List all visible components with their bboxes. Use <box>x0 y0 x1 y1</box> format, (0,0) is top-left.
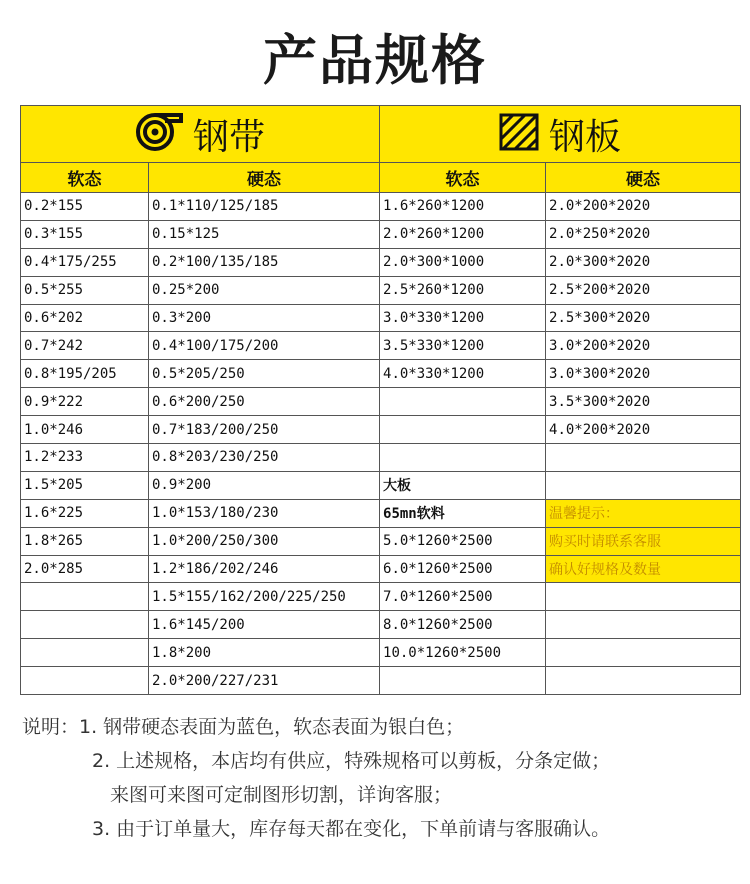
strip-title: 钢带 <box>193 116 266 158</box>
spec-table <box>20 105 741 695</box>
strip-soft-cell: 0.7*242 <box>21 332 149 360</box>
strip-hard-cell: 0.4*100/175/200 <box>149 332 380 360</box>
strip-hard-cell: 1.2*186/202/246 <box>149 555 380 583</box>
table-row <box>21 555 741 583</box>
strip-hard-header: 硬态 <box>149 163 380 193</box>
note-line: 2. 上述规格，本店均有供应，特殊规格可以剪板，分条定做； <box>92 750 611 772</box>
plate-title: 钢板 <box>549 116 622 158</box>
plate-soft-cell: 10.0*1260*2500 <box>380 639 546 667</box>
plate-hard-cell: 温馨提示： <box>546 499 741 527</box>
plate-hard-cell <box>546 471 741 499</box>
strip-hard-cell: 1.8*200 <box>149 639 380 667</box>
strip-soft-cell <box>21 583 149 611</box>
plate-hard-cell <box>546 583 741 611</box>
strip-soft-cell: 0.5*255 <box>21 276 149 304</box>
strip-hard-cell: 0.2*100/135/185 <box>149 248 380 276</box>
strip-soft-cell: 0.8*195/205 <box>21 360 149 388</box>
table-row <box>21 499 741 527</box>
table-row <box>21 360 741 388</box>
strip-hard-cell: 2.0*200/227/231 <box>149 667 380 695</box>
strip-hard-cell: 0.1*110/125/185 <box>149 193 380 221</box>
table-row <box>21 388 741 416</box>
column-header-row <box>21 163 741 193</box>
table-header-row <box>21 106 741 163</box>
strip-hard-cell: 0.25*200 <box>149 276 380 304</box>
strip-soft-cell: 1.5*205 <box>21 471 149 499</box>
plate-hard-cell <box>546 639 741 667</box>
strip-hard-cell: 1.0*153/180/230 <box>149 499 380 527</box>
plate-hard-cell: 2.0*200*2020 <box>546 193 741 221</box>
plate-hard-cell: 购买时请联系客服 <box>546 527 741 555</box>
plate-hard-cell: 2.5*200*2020 <box>546 276 741 304</box>
plate-hard-cell <box>546 667 741 695</box>
table-row <box>21 248 741 276</box>
plate-soft-cell: 3.5*330*1200 <box>380 332 546 360</box>
strip-hard-cell: 0.5*205/250 <box>149 360 380 388</box>
note-line: 说明：1. 钢带硬态表面为蓝色，软态表面为银白色； <box>22 716 465 738</box>
plate-soft-cell: 1.6*260*1200 <box>380 193 546 221</box>
table-row <box>21 583 741 611</box>
plate-hard-header: 硬态 <box>546 163 741 193</box>
table-row <box>21 471 741 499</box>
coil-icon <box>135 112 183 156</box>
plate-soft-cell: 3.0*330*1200 <box>380 304 546 332</box>
plate-hard-cell: 3.0*300*2020 <box>546 360 741 388</box>
strip-soft-cell <box>21 639 149 667</box>
plate-soft-cell: 7.0*1260*2500 <box>380 583 546 611</box>
strip-hard-cell: 0.7*183/200/250 <box>149 416 380 444</box>
strip-soft-cell: 0.9*222 <box>21 388 149 416</box>
strip-hard-cell: 0.15*125 <box>149 220 380 248</box>
table-row <box>21 220 741 248</box>
strip-soft-cell <box>21 611 149 639</box>
note-line: 3. 由于订单量大，库存每天都在变化，下单前请与客服确认。 <box>92 818 611 840</box>
plate-soft-cell: 4.0*330*1200 <box>380 360 546 388</box>
strip-hard-cell: 1.6*145/200 <box>149 611 380 639</box>
plate-hard-cell: 2.5*300*2020 <box>546 304 741 332</box>
table-row <box>21 611 741 639</box>
plate-soft-cell <box>380 416 546 444</box>
plate-soft-header: 软态 <box>380 163 546 193</box>
strip-hard-cell: 0.9*200 <box>149 471 380 499</box>
note-line: 来图可来图可定制图形切割，详询客服； <box>110 784 453 806</box>
table-row <box>21 444 741 472</box>
strip-hard-cell: 0.3*200 <box>149 304 380 332</box>
table-row <box>21 304 741 332</box>
strip-hard-cell: 0.8*203/230/250 <box>149 444 380 472</box>
strip-soft-cell: 0.6*202 <box>21 304 149 332</box>
plate-hard-cell: 2.0*300*2020 <box>546 248 741 276</box>
strip-soft-cell <box>21 667 149 695</box>
strip-soft-cell: 1.0*246 <box>21 416 149 444</box>
plate-hard-cell: 3.5*300*2020 <box>546 388 741 416</box>
strip-soft-header: 软态 <box>21 163 149 193</box>
table-row <box>21 639 741 667</box>
table-row <box>21 667 741 695</box>
strip-soft-cell: 1.8*265 <box>21 527 149 555</box>
strip-soft-cell: 0.2*155 <box>21 193 149 221</box>
plate-soft-cell: 2.0*260*1200 <box>380 220 546 248</box>
plate-hard-cell: 3.0*200*2020 <box>546 332 741 360</box>
strip-hard-cell: 0.6*200/250 <box>149 388 380 416</box>
plate-soft-cell: 大板 <box>380 471 546 499</box>
table-row <box>21 193 741 221</box>
plate-hard-cell <box>546 444 741 472</box>
strip-soft-cell: 2.0*285 <box>21 555 149 583</box>
table-row <box>21 332 741 360</box>
strip-soft-cell: 1.2*233 <box>21 444 149 472</box>
plate-hard-cell: 2.0*250*2020 <box>546 220 741 248</box>
strip-soft-cell: 1.6*225 <box>21 499 149 527</box>
plate-soft-cell <box>380 388 546 416</box>
plate-hard-cell <box>546 611 741 639</box>
table-row <box>21 276 741 304</box>
page-title: 产品规格 <box>263 29 487 92</box>
table-row <box>21 416 741 444</box>
plate-soft-cell <box>380 444 546 472</box>
strip-soft-cell: 0.4*175/255 <box>21 248 149 276</box>
plate-soft-cell: 8.0*1260*2500 <box>380 611 546 639</box>
strip-hard-cell: 1.5*155/162/200/225/250 <box>149 583 380 611</box>
plate-hard-cell: 确认好规格及数量 <box>546 555 741 583</box>
plate-hatch-icon <box>499 113 539 155</box>
table-row <box>21 527 741 555</box>
plate-soft-cell: 2.5*260*1200 <box>380 276 546 304</box>
plate-soft-cell <box>380 667 546 695</box>
notes <box>22 710 742 846</box>
strip-hard-cell: 1.0*200/250/300 <box>149 527 380 555</box>
plate-soft-cell: 2.0*300*1000 <box>380 248 546 276</box>
plate-soft-cell: 6.0*1260*2500 <box>380 555 546 583</box>
strip-header <box>21 106 380 163</box>
plate-header <box>380 106 741 163</box>
plate-hard-cell: 4.0*200*2020 <box>546 416 741 444</box>
plate-soft-cell: 5.0*1260*2500 <box>380 527 546 555</box>
plate-soft-cell: 65mn软料 <box>380 499 546 527</box>
strip-soft-cell: 0.3*155 <box>21 220 149 248</box>
